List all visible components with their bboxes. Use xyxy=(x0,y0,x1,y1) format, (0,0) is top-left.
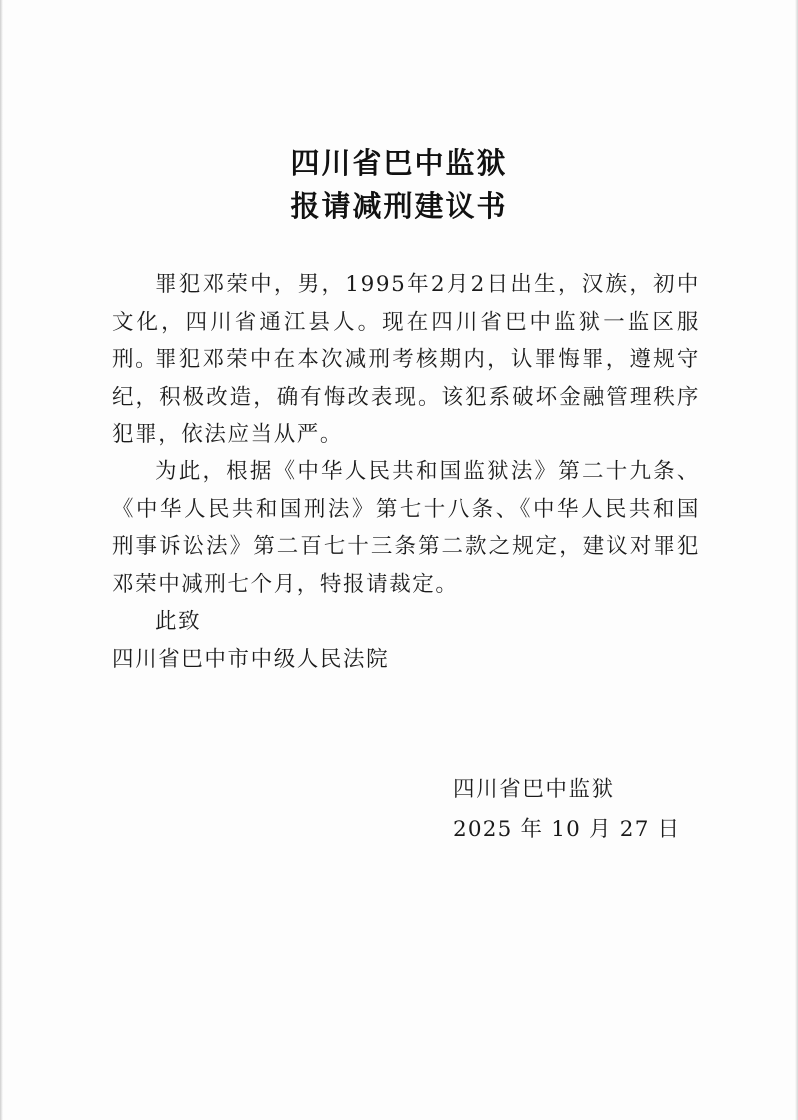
greeting-text: 此致 xyxy=(155,609,202,634)
addressee: 四川省巴中市中级人民法院 xyxy=(112,647,390,672)
paragraph-text: 罪犯邓荣中在本次减刑考核期内，认罪悔罪，遵规守纪，积极改造，确有悔改表现。该犯系破坏金融管理秩序犯罪，依法应当从严。 xyxy=(112,347,700,447)
document-date: 2025 年 10 月 27 日 xyxy=(453,817,681,842)
paragraph-assessment xyxy=(112,341,700,454)
greeting-block xyxy=(112,603,700,641)
paragraph-legal-basis xyxy=(112,453,700,603)
signer: 四川省巴中监狱 xyxy=(453,777,615,802)
paragraph-text: 为此，根据《中华人民共和国监狱法》第二十九条、《中华人民共和国刑法》第七十八条、《中华人民共和国刑事诉讼法》第二百七十三条第二款之规定，建议对罪犯邓荣中减刑七个月，特报请裁定。 xyxy=(112,459,700,597)
document-title-type: 报请减刑建议书 xyxy=(290,189,508,223)
paragraph-text: 罪犯邓荣中，男，1995年2月2日出生，汉族，初中文化，四川省通江县人。现在四川省巴中监狱一监区服刑。 xyxy=(112,272,700,372)
document-title-issuer: 四川省巴中监狱 xyxy=(290,146,508,180)
